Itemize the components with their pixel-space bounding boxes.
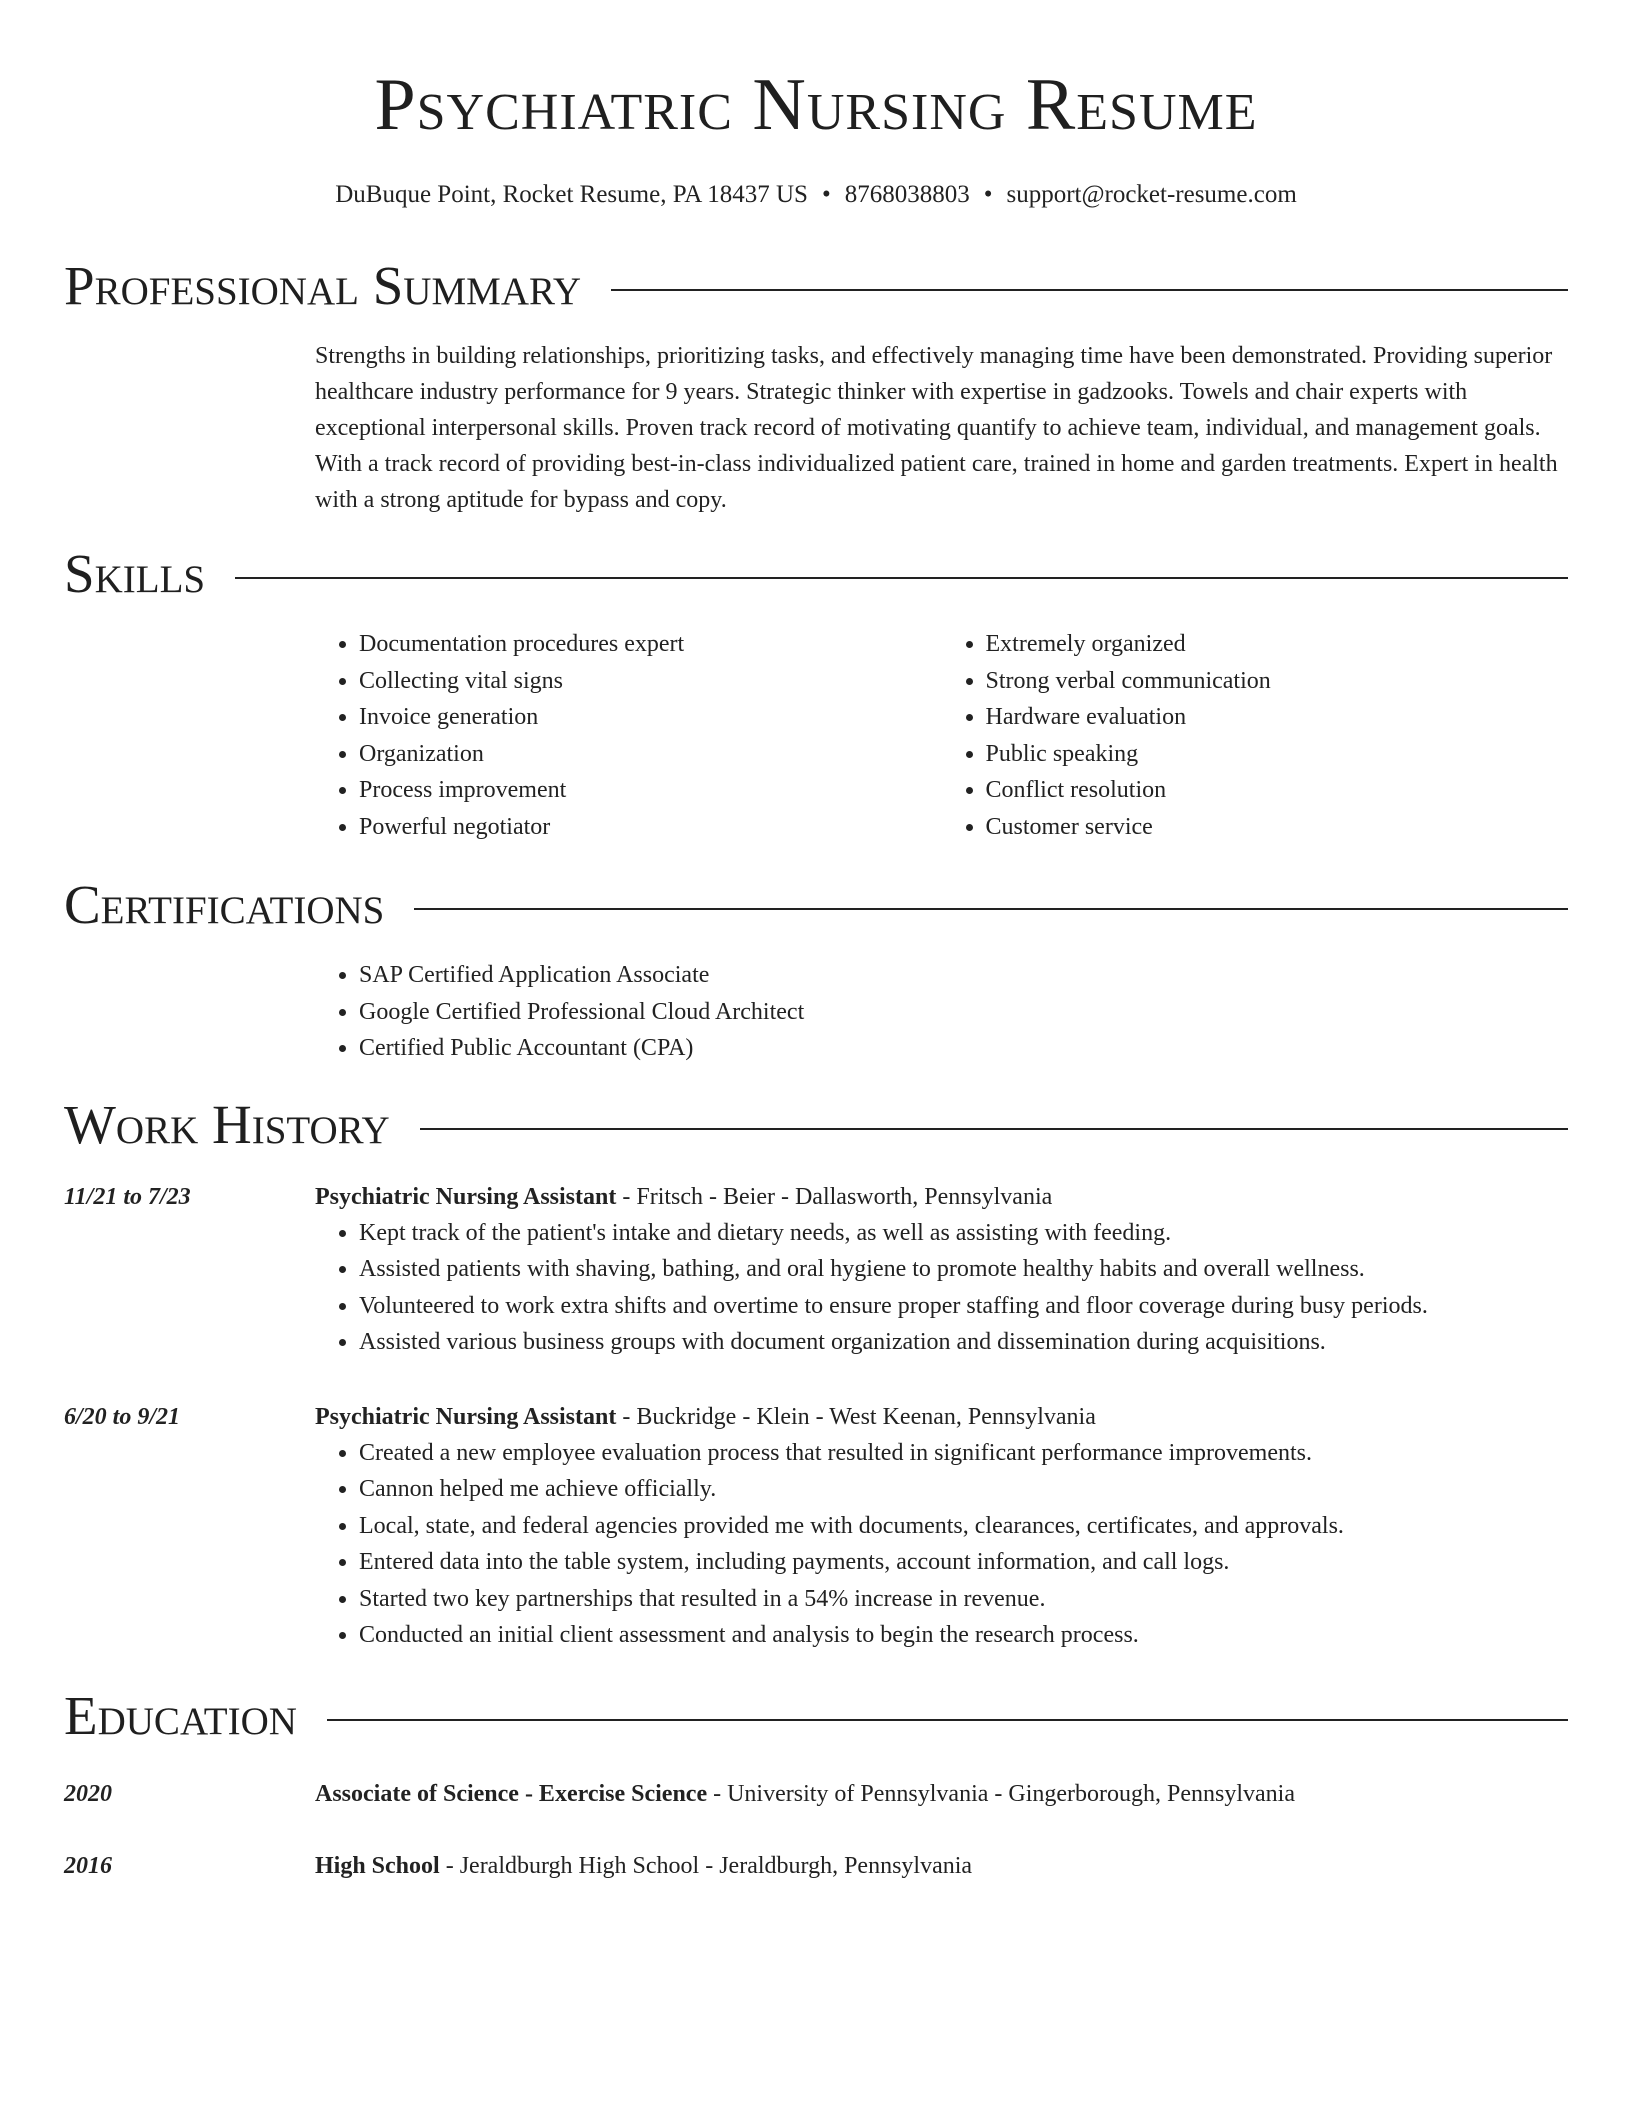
contact-line <box>64 178 1568 212</box>
skill-item: • Extremely organized <box>986 626 1569 663</box>
education-details: - Jeraldburgh High School - Jeraldburgh, Pennsylvania <box>439 1852 973 1879</box>
section-divider <box>235 577 1568 579</box>
job-bullet: • Assisted patients with shaving, bathing, and oral hygiene to promote healthy habits and overall wellness. <box>359 1251 1568 1288</box>
skill-item: • Strong verbal communication <box>986 663 1569 700</box>
skill-item: • Organization <box>359 736 942 773</box>
education-year: 2016 <box>64 1852 112 1879</box>
summary-text: Strengths in building relationships, prioritizing tasks, and effectively managing time have been demonstrated. Providing superior healthcare industry performance for 9 years. Strategic thinker with expertise in gadzooks. Towels and chair experts with exceptional interpersonal skills. Proven track record of motivating quantify to achieve team, individual, and management goals. With a track record of providing best-in-class individualized patient care, trained in home and garden treatments. Expert in health with a strong aptitude for bypass and copy. <box>315 343 1558 513</box>
certifications-list <box>315 957 1568 1067</box>
section-divider <box>420 1128 1568 1130</box>
certifications-section-header <box>64 875 1568 935</box>
contact-phone: 8768038803 <box>844 181 970 208</box>
job-entry <box>64 1399 1568 1654</box>
skill-item: • Conflict resolution <box>986 772 1569 809</box>
job-bullet: • Conducted an initial client assessment and analysis to begin the research process. <box>359 1617 1568 1654</box>
job-bullets <box>315 1215 1568 1361</box>
certification-item: • SAP Certified Application Associate <box>359 957 1568 994</box>
skills-section-header <box>64 544 1568 604</box>
contact-address: DuBuque Point, Rocket Resume, PA 18437 US <box>335 181 808 208</box>
contact-separator: • <box>821 181 831 208</box>
skills-grid <box>315 626 1568 845</box>
section-divider <box>327 1719 1568 1721</box>
job-bullet: • Volunteered to work extra shifts and overtime to ensure proper staffing and floor coverage during busy periods. <box>359 1288 1568 1325</box>
education-degree: Associate of Science - Exercise Science <box>315 1780 708 1807</box>
job-bullet: • Started two key partnerships that resulted in a 54% increase in revenue. <box>359 1581 1568 1618</box>
skills-list-left <box>315 626 942 845</box>
skill-item: • Documentation procedures expert <box>359 626 942 663</box>
job-entry <box>64 1179 1568 1361</box>
section-divider <box>611 289 1568 291</box>
job-heading <box>315 1179 1568 1215</box>
education-details: - University of Pennsylvania - Gingerborough, Pennsylvania <box>707 1780 1296 1807</box>
work-section-header <box>64 1095 1568 1155</box>
education-degree: High School <box>315 1852 440 1879</box>
certification-item: • Certified Public Accountant (CPA) <box>359 1030 1568 1067</box>
education-section-title: Education <box>64 1684 297 1746</box>
skills-list-right <box>942 626 1569 845</box>
skills-section-title: Skills <box>64 543 206 604</box>
resume-title: Psychiatric Nursing Resume <box>374 64 1258 146</box>
job-bullet: • Entered data into the table system, including payments, account information, and call logs. <box>359 1544 1568 1581</box>
summary-section-title: Professional Summary <box>64 255 582 316</box>
skill-item: • Public speaking <box>986 736 1569 773</box>
job-bullet: • Cannon helped me achieve officially. <box>359 1471 1568 1508</box>
job-dates: 11/21 to 7/23 <box>64 1183 191 1210</box>
contact-separator: • <box>983 181 993 208</box>
job-bullet: • Kept track of the patient's intake and dietary needs, as well as assisting with feeding. <box>359 1215 1568 1252</box>
certifications-section-title: Certifications <box>64 874 385 935</box>
skill-item: • Process improvement <box>359 772 942 809</box>
job-details: - Fritsch - Beier - Dallasworth, Pennsylvania <box>616 1183 1053 1210</box>
skill-item: • Collecting vital signs <box>359 663 942 700</box>
job-bullet: • Assisted various business groups with document organization and dissemination during acquisitions. <box>359 1324 1568 1361</box>
skill-item: • Customer service <box>986 809 1569 846</box>
job-bullet: • Local, state, and federal agencies provided me with documents, clearances, certificates, and approvals. <box>359 1508 1568 1545</box>
skill-item: • Powerful negotiator <box>359 809 942 846</box>
skill-item: • Hardware evaluation <box>986 699 1569 736</box>
job-bullet: • Created a new employee evaluation process that resulted in significant performance improvements. <box>359 1435 1568 1472</box>
job-heading <box>315 1399 1568 1435</box>
work-section-title: Work History <box>64 1093 390 1155</box>
job-title: Psychiatric Nursing Assistant <box>315 1183 617 1210</box>
education-entry <box>64 1776 1568 1812</box>
section-divider <box>414 908 1568 910</box>
job-dates: 6/20 to 9/21 <box>64 1403 181 1430</box>
job-title: Psychiatric Nursing Assistant <box>315 1403 617 1430</box>
education-year: 2020 <box>64 1780 112 1807</box>
job-details: - Buckridge - Klein - West Keenan, Pennsylvania <box>616 1403 1096 1430</box>
skill-item: • Invoice generation <box>359 699 942 736</box>
education-entry <box>64 1848 1568 1884</box>
job-bullets <box>315 1435 1568 1654</box>
summary-section-header <box>64 256 1568 316</box>
contact-email: support@rocket-resume.com <box>1006 181 1297 208</box>
certification-item: • Google Certified Professional Cloud Architect <box>359 994 1568 1031</box>
education-section-header <box>64 1686 1568 1746</box>
